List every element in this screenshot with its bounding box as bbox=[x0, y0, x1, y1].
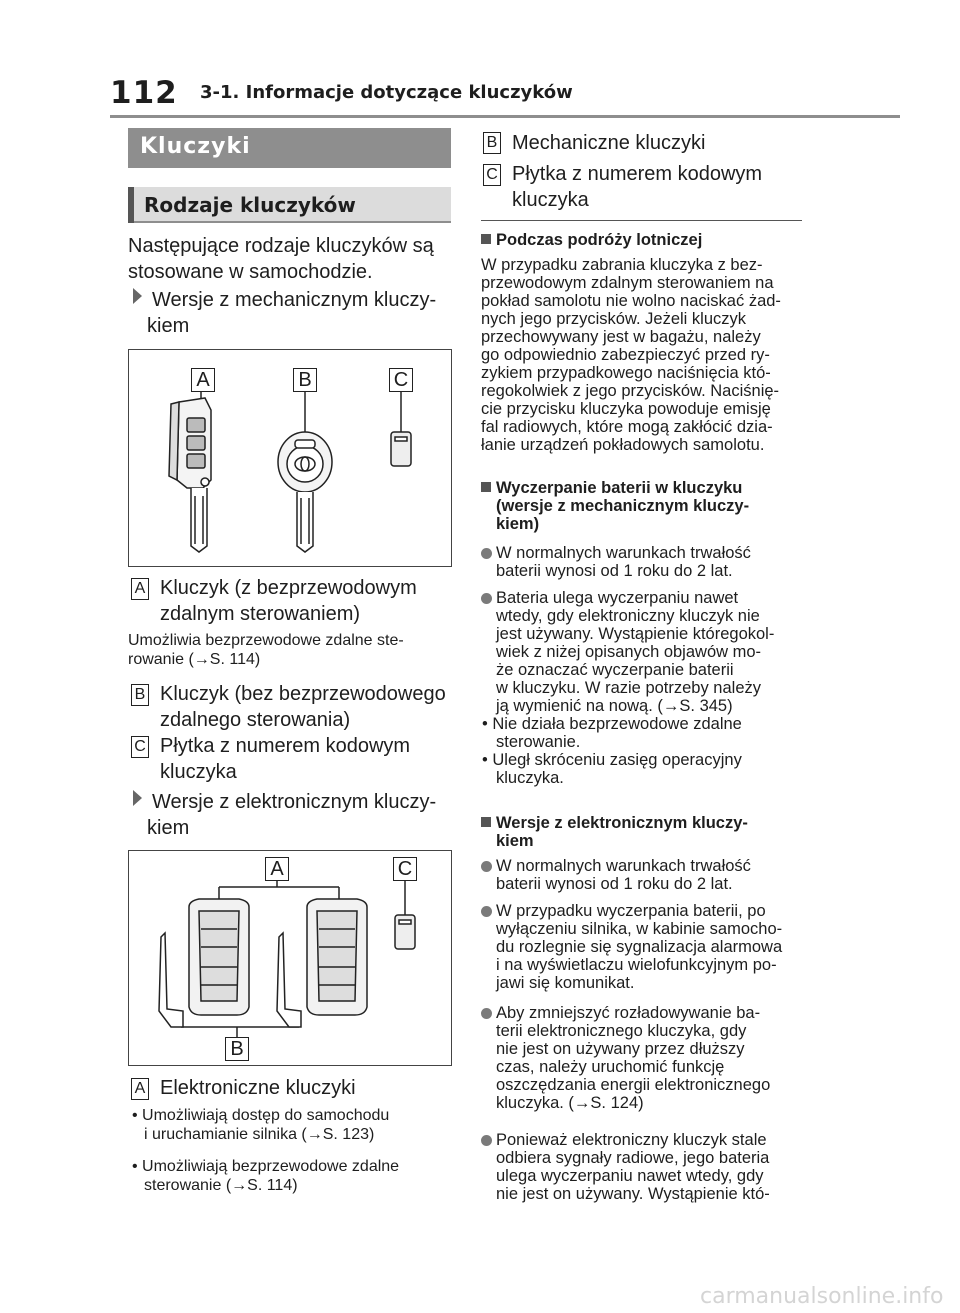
elec-heading-line: Wersje z elektronicznym kluczy- bbox=[152, 791, 437, 813]
item-b-line: Kluczyk (bez bezprzewodowego bbox=[160, 683, 446, 705]
section-title: 3-1. Informacje dotyczące kluczyków bbox=[200, 82, 573, 103]
battery-point-line: w kluczyku. W razie potrzeby należy bbox=[496, 679, 762, 697]
elec-a-marker: A bbox=[131, 1078, 149, 1100]
elec-point-line: baterii wynosi od 1 roku do 2 lat. bbox=[496, 875, 733, 893]
battery-bullet-line: sterowanie. bbox=[496, 733, 581, 751]
travel-line: W przypadku zabrania kluczyka z bez- bbox=[481, 256, 763, 274]
sub-title: Rodzaje kluczyków bbox=[144, 193, 356, 217]
bullet-dot-icon bbox=[481, 1135, 492, 1146]
bullet-dot-icon bbox=[481, 548, 492, 559]
travel-line: łanie urządzeń pokładowych samolotu. bbox=[481, 436, 765, 454]
item-c-label bbox=[160, 733, 410, 785]
battery-heading-line: Wyczerpanie baterii w kluczyku bbox=[496, 479, 743, 497]
fig2-label-c: C bbox=[393, 857, 417, 881]
sub-title-bar bbox=[128, 187, 451, 223]
item-a-note-line: rowanie (→S. 114) bbox=[128, 651, 261, 668]
square-icon bbox=[481, 482, 491, 492]
elec-point-line: Ponieważ elektroniczny kluczyk stale bbox=[496, 1131, 767, 1149]
elec-section-heading-line: kiem bbox=[496, 832, 534, 850]
elec-point-line: nie jest on używany przez dłuższy bbox=[496, 1040, 745, 1058]
right-item-b-marker: B bbox=[483, 132, 501, 154]
right-item-c-label bbox=[512, 161, 762, 213]
elec-section-heading-line: Wersje z elektronicznym kluczy- bbox=[496, 814, 748, 832]
battery-point-line: ją wymienić na nową. (→S. 345) bbox=[496, 697, 733, 715]
triangle-icon bbox=[133, 288, 142, 304]
elec-a-bullet-line: sterowanie (→S. 114) bbox=[144, 1177, 298, 1194]
figure-electronic-keys-svg bbox=[129, 851, 451, 1065]
fig1-label-a: A bbox=[191, 368, 215, 392]
mech-heading-line: kiem bbox=[147, 315, 190, 337]
fig1-label-c: C bbox=[389, 368, 413, 392]
battery-heading-line: kiem) bbox=[496, 515, 540, 533]
elec-point bbox=[496, 902, 782, 992]
elec-point-line: nie jest on używany. Wystąpienie któ- bbox=[496, 1185, 770, 1203]
battery-point-line: baterii wynosi od 1 roku do 2 lat. bbox=[496, 562, 733, 580]
elec-point-line: wyłączeniu silnika, w kabinie samocho- bbox=[496, 920, 783, 938]
elec-point bbox=[496, 1131, 770, 1203]
right-item-b-label: Mechaniczne kluczyki bbox=[512, 132, 706, 154]
intro-line: stosowane w samochodzie. bbox=[128, 261, 373, 283]
elec-point-line: odbiera sygnały radiowe, jego bateria bbox=[496, 1149, 770, 1167]
battery-heading-line: (wersje z mechanicznym kluczy- bbox=[496, 497, 750, 515]
elec-point-line: terii elektronicznego kluczyka, gdy bbox=[496, 1022, 747, 1040]
mech-heading bbox=[133, 287, 436, 339]
elec-point-line: i na wyświetlaczu wielofunkcyjnym po- bbox=[496, 956, 777, 974]
battery-point-line: wiek z niżej opisanych objawów mo- bbox=[496, 643, 762, 661]
travel-line: zykiem przypadkowego naciśnięcia któ- bbox=[481, 364, 771, 382]
travel-text bbox=[481, 256, 781, 454]
bullet-dot-icon bbox=[481, 906, 492, 917]
elec-point bbox=[496, 1004, 770, 1112]
figure-electronic-keys bbox=[128, 850, 452, 1066]
item-a-note bbox=[128, 631, 404, 669]
battery-point-line: W normalnych warunkach trwałość bbox=[496, 544, 751, 562]
figure-mechanical-keys bbox=[128, 349, 452, 567]
item-c-line: Płytka z numerem kodowym bbox=[160, 735, 411, 757]
travel-line: przechowywany jest w bagażu, należy bbox=[481, 328, 761, 346]
item-a-label bbox=[160, 575, 417, 627]
bullet-dot-icon bbox=[481, 593, 492, 604]
battery-heading bbox=[481, 479, 749, 533]
elec-point-line: jawi się komunikat. bbox=[496, 974, 635, 992]
main-title-bar bbox=[128, 128, 451, 168]
fig1-label-b: B bbox=[293, 368, 317, 392]
right-item-c-line: kluczyka bbox=[512, 189, 589, 211]
intro-line: Następujące rodzaje kluczyków są bbox=[128, 235, 434, 257]
triangle-icon bbox=[133, 790, 142, 806]
mech-heading-line: Wersje z mechanicznym kluczy- bbox=[152, 289, 437, 311]
battery-bullet-line: • Uległ skróceniu zasięg operacyjny bbox=[482, 751, 742, 769]
item-c-marker: C bbox=[131, 736, 149, 758]
square-icon bbox=[481, 817, 491, 827]
right-item-c-line: Płytka z numerem kodowym bbox=[512, 163, 763, 185]
item-b-line: zdalnego sterowania) bbox=[160, 709, 351, 731]
right-item-c-marker: C bbox=[483, 164, 501, 186]
item-b-marker: B bbox=[131, 684, 149, 706]
header-rule bbox=[110, 115, 900, 118]
battery-point bbox=[496, 589, 774, 715]
page-number: 112 bbox=[110, 75, 178, 111]
sub-title-mark bbox=[128, 187, 134, 223]
travel-line: regokolwiek z jego przycisków. Naciśnię- bbox=[481, 382, 780, 400]
elec-point-line: czas, należy uruchomić funkcję bbox=[496, 1058, 725, 1076]
battery-point bbox=[496, 544, 751, 580]
item-c-line: kluczyka bbox=[160, 761, 237, 783]
travel-heading-text: Podczas podróży lotniczej bbox=[496, 231, 703, 249]
battery-bullets bbox=[482, 715, 742, 787]
elec-point-line: kluczyka. (→S. 124) bbox=[496, 1094, 644, 1112]
intro-text bbox=[128, 233, 434, 285]
item-a-marker: A bbox=[131, 578, 149, 600]
travel-line: przewodowym zdalnym sterowaniem na bbox=[481, 274, 774, 292]
battery-bullet-line: • Nie działa bezprzewodowe zdalne bbox=[482, 715, 742, 733]
elec-heading bbox=[133, 789, 436, 841]
elec-point-line: W normalnych warunkach trwałość bbox=[496, 857, 751, 875]
elec-a-bullet bbox=[132, 1157, 399, 1195]
elec-point bbox=[496, 857, 751, 893]
battery-bullet-line: kluczyka. bbox=[496, 769, 564, 787]
travel-line: nych jego przycisków. Jeżeli kluczyk bbox=[481, 310, 747, 328]
footer-watermark: carmanualsonline.info bbox=[700, 1284, 944, 1309]
item-a-line: Kluczyk (z bezprzewodowym bbox=[160, 577, 417, 599]
square-icon bbox=[481, 234, 491, 244]
elec-heading-line: kiem bbox=[147, 817, 190, 839]
elec-section-heading bbox=[481, 814, 748, 850]
elec-point-line: W przypadku wyczerpania baterii, po bbox=[496, 902, 766, 920]
elec-point-line: oszczędzania energii elektronicznego bbox=[496, 1076, 771, 1094]
item-b-label bbox=[160, 681, 446, 733]
travel-line: fal radiowych, które mogą zakłócić dzia- bbox=[481, 418, 773, 436]
battery-point-line: że oznaczać wyczerpanie baterii bbox=[496, 661, 734, 679]
travel-line: go odpowiednio zabezpieczyć przed ry- bbox=[481, 346, 770, 364]
battery-point-line: wtedy, gdy elektroniczny kluczyk nie bbox=[496, 607, 760, 625]
elec-point-line: Aby zmniejszyć rozładowywanie ba- bbox=[496, 1004, 761, 1022]
elec-a-bullet-line: • Umożliwiają dostęp do samochodu bbox=[132, 1107, 390, 1124]
bullet-dot-icon bbox=[481, 1008, 492, 1019]
right-divider bbox=[481, 220, 802, 221]
item-a-line: zdalnym sterowaniem) bbox=[160, 603, 361, 625]
fig2-label-a: A bbox=[265, 857, 289, 881]
elec-a-bullet-line: i uruchamianie silnika (→S. 123) bbox=[144, 1126, 375, 1143]
fig2-label-b: B bbox=[225, 1037, 249, 1061]
travel-line: pokład samolotu nie wolno naciskać żad- bbox=[481, 292, 781, 310]
travel-line: cie przycisku kluczyka powoduje emisję bbox=[481, 400, 771, 418]
battery-point-line: Bateria ulega wyczerpaniu nawet bbox=[496, 589, 739, 607]
travel-heading bbox=[481, 231, 702, 249]
elec-a-bullet bbox=[132, 1106, 389, 1144]
elec-a-label: Elektroniczne kluczyki bbox=[160, 1077, 356, 1099]
elec-point-line: ulega wyczerpaniu nawet wtedy, gdy bbox=[496, 1167, 764, 1185]
bullet-dot-icon bbox=[481, 861, 492, 872]
battery-point-line: jest używany. Wystąpienie któregokol- bbox=[496, 625, 775, 643]
elec-point-line: du rozlegnie się sygnalizacja alarmowa bbox=[496, 938, 783, 956]
item-a-note-line: Umożliwia bezprzewodowe zdalne ste- bbox=[128, 632, 404, 649]
elec-a-bullet-line: • Umożliwiają bezprzewodowe zdalne bbox=[132, 1158, 400, 1175]
main-title: Kluczyki bbox=[140, 134, 251, 159]
